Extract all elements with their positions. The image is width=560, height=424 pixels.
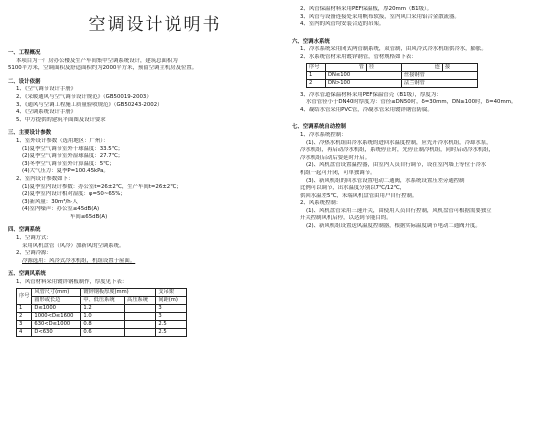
table-row <box>17 304 187 312</box>
list-item: 2、风系统控制： <box>300 200 342 207</box>
list-item: 4、《空调系统设计手册》 <box>16 109 77 116</box>
table-header-cell: 支吊架 <box>156 288 187 296</box>
table-cell: 2 <box>307 79 326 87</box>
list-item: 2、室内设计参数如下： <box>16 175 74 182</box>
table-header-cell: 序号 <box>307 63 326 71</box>
table-cell: 1.0 <box>81 312 125 320</box>
table-cell: 1 <box>17 304 32 312</box>
table-cell: D≤1000 <box>32 304 81 312</box>
table-row <box>307 71 478 79</box>
table-cell: 630<D≤1000 <box>32 320 81 328</box>
list-item: 水管管径小于DN40时厚度为：管径≤DN50时，δ=30mm，DN≥100时，δ=40mm。 <box>306 99 517 106</box>
list-item: 冷源选用：风冷式冷水机组，机组设置于屋面。 <box>22 257 136 264</box>
list-item: 2、《采暖通风与空气调节设计规范》（GB50019-2003） <box>16 93 152 100</box>
table-cell: 3 <box>156 312 187 320</box>
table-header-cell: 间距(m) <box>156 296 187 304</box>
list-item: 采用风机盘管（风冷）加新风的空调系统。 <box>22 242 125 249</box>
table-row <box>307 79 478 87</box>
list-item: 供回水温差5℃，末端风机盘管由用户自行控制。 <box>300 192 418 199</box>
table-cell <box>125 304 156 312</box>
list-item: 3、冷水管道保温材料采用PEF保温管壳（B1级），厚度为： <box>300 91 442 98</box>
table-header-row <box>17 288 187 296</box>
list-item: 1、室外设计参数（选用地区：广州）： <box>16 137 109 144</box>
list-item: 1、《空气调节设计手册》 <box>16 86 77 93</box>
list-item: 2、空调冷源： <box>16 250 52 257</box>
document-title: 空调设计说明书 <box>88 15 222 35</box>
list-item: 2、水系统管材采用镀锌钢管，管材规格如下表： <box>300 53 417 60</box>
table-header-cell: 镀锌钢板厚度(mm) <box>81 288 156 296</box>
table-cell: D<630 <box>32 328 81 336</box>
section-heading: 三、主要设计参数 <box>8 130 52 137</box>
list-item: 机组一起可开闭，可单独调节。 <box>300 169 376 176</box>
section-heading: 二、设计依据 <box>8 78 41 85</box>
section-heading: 六、空调水系统 <box>292 38 330 45</box>
list-item: 冷水机组启动后要延时开启。 <box>300 154 371 161</box>
section-heading: 四、空调系统 <box>8 227 41 234</box>
list-item: (1)、风机盘管采用三速开关，由使用人员自行控制，风机盘管可根据需要独立 <box>306 207 492 214</box>
list-item: (3)、新风机组的回水管设置电动二通阀，水系统设置压差旁通控制 <box>306 177 465 184</box>
section-heading: 一、工程概况 <box>8 50 41 56</box>
table-cell: DN>100 <box>326 79 402 87</box>
table-header-cell: 序号 <box>17 288 32 304</box>
list-item: 1、冷水系统控制： <box>300 131 347 138</box>
table-header-row <box>17 296 187 304</box>
section-heading: 七、空调系统自动控制 <box>292 124 346 131</box>
table-header-cell: 风管尺寸(mm) <box>32 288 81 296</box>
table-cell <box>125 320 156 328</box>
table-cell <box>125 312 156 320</box>
table-cell: 4 <box>17 328 32 336</box>
paragraph-line: 本项目为一厂房办公楼及生产车间集中空调系统设计，建筑总面积为 <box>16 57 178 64</box>
list-item: (1)夏季空气调节室外干球温度：33.5℃； <box>22 145 124 152</box>
table-cell: 1000<D≤1600 <box>32 312 81 320</box>
table-cell: 0.8 <box>81 320 125 328</box>
table-header-cell: 接 <box>443 63 478 71</box>
list-item: (2)、新风机组设置送风温度控制器，根据实际温度调节电动二通阀开度。 <box>306 223 481 230</box>
table-row <box>17 328 187 336</box>
table-header-cell: 管 <box>326 63 367 71</box>
list-item: (1)夏季室内设计参数：办公室t=26±2℃，生产车间t=26±2℃； <box>22 183 182 190</box>
list-item: 3、《通风与空调工程施工质量验收规范》（GB50243-2002） <box>16 101 163 108</box>
table-cell: DN≤100 <box>326 71 402 79</box>
list-item: (2)、风机盘管设置温控器，由室内人员自行调节，设在室内墙上等位于冷水 <box>306 162 487 169</box>
table-header-cell: 圆形或长边 <box>32 296 81 304</box>
table-header-cell: 高压系统 <box>125 296 156 304</box>
list-item: 1、空调方式： <box>16 235 52 242</box>
list-item: 开关控制风机启停，以达到节能目的。 <box>300 215 392 222</box>
list-item: 车间≤65dB(A) <box>70 213 108 220</box>
list-item: 5、甲方提供的建筑平面图及设计要求 <box>16 116 106 123</box>
table-cell: 2.5 <box>156 328 187 336</box>
list-item: (1)、冷热水机组由冷水系统的进回水温度控制，应先开冷水机组，冷却水泵， <box>306 139 492 146</box>
table-header-cell: 中、低压系统 <box>81 296 125 304</box>
table-cell: 1.2 <box>81 304 125 312</box>
duct-thickness-table <box>16 288 187 337</box>
list-item: 1、风管材料采用镀锌钢板制作，厚度见下表： <box>16 279 128 286</box>
list-item: 3、风管与设备连接处采用帆布软接，室内风口采用铝合金散流器。 <box>300 13 460 20</box>
table-cell: 3 <box>156 304 187 312</box>
left-column <box>8 44 276 337</box>
table-cell: 2 <box>17 312 32 320</box>
list-item: (3)冬季空气调节室外计算温度：5℃； <box>22 160 115 167</box>
table-cell: 2.5 <box>156 320 187 328</box>
list-item: (4)室内噪声：办公室≤45dB(A) <box>22 206 100 213</box>
right-column <box>292 6 554 231</box>
table-header-cell: 连 <box>402 63 443 71</box>
list-item: 冷水机组，再启动冷水机组，系统停止时，先停止制冷机组，同时启动冷水机组， <box>300 147 495 154</box>
pipe-material-table <box>306 63 478 88</box>
list-item: (3)新风量：30m³/h·人 <box>22 198 78 205</box>
list-item: 比例可以调节，出水温度分别以7℃/12℃， <box>300 185 406 192</box>
table-cell: 法兰钢管 <box>402 79 478 87</box>
list-item: (2)夏季室内设计相对湿度：φ=50~65%； <box>22 191 126 198</box>
table-row <box>17 320 187 328</box>
table-row <box>17 312 187 320</box>
table-cell: 丝接钢管 <box>402 71 478 79</box>
paragraph-line: 5100平方米，空调面积及舒适面积约为2000平方米，预留空调主机房及位置。 <box>8 65 198 72</box>
list-item: 1、冷水系统采用闭式两管制系统，双管制，由风冷式冷水机组供冷水，膨胀。 <box>300 46 487 53</box>
table-cell: 0.6 <box>81 328 125 336</box>
table-cell: 1 <box>307 71 326 79</box>
table-header-cell: 径 <box>367 63 402 71</box>
list-item: 4、室内的风管均安装合适的吊架。 <box>300 21 385 28</box>
list-item: (4)大气压力：夏季P=100.45kPa。 <box>22 168 109 175</box>
section-heading: 五、空调风系统 <box>8 271 46 278</box>
table-cell: 3 <box>17 320 32 328</box>
list-item: (2)夏季空气调节室外湿球温度：27.7℃； <box>22 153 124 160</box>
list-item: 2、风管保温材料采用PEF保温板，厚20mm（B1级）。 <box>300 6 433 12</box>
table-cell <box>125 328 156 336</box>
table-header-row <box>307 63 478 71</box>
list-item: 4、凝结水管采用PVC管，冷凝水管采用镀锌钢管防腐。 <box>300 106 433 113</box>
